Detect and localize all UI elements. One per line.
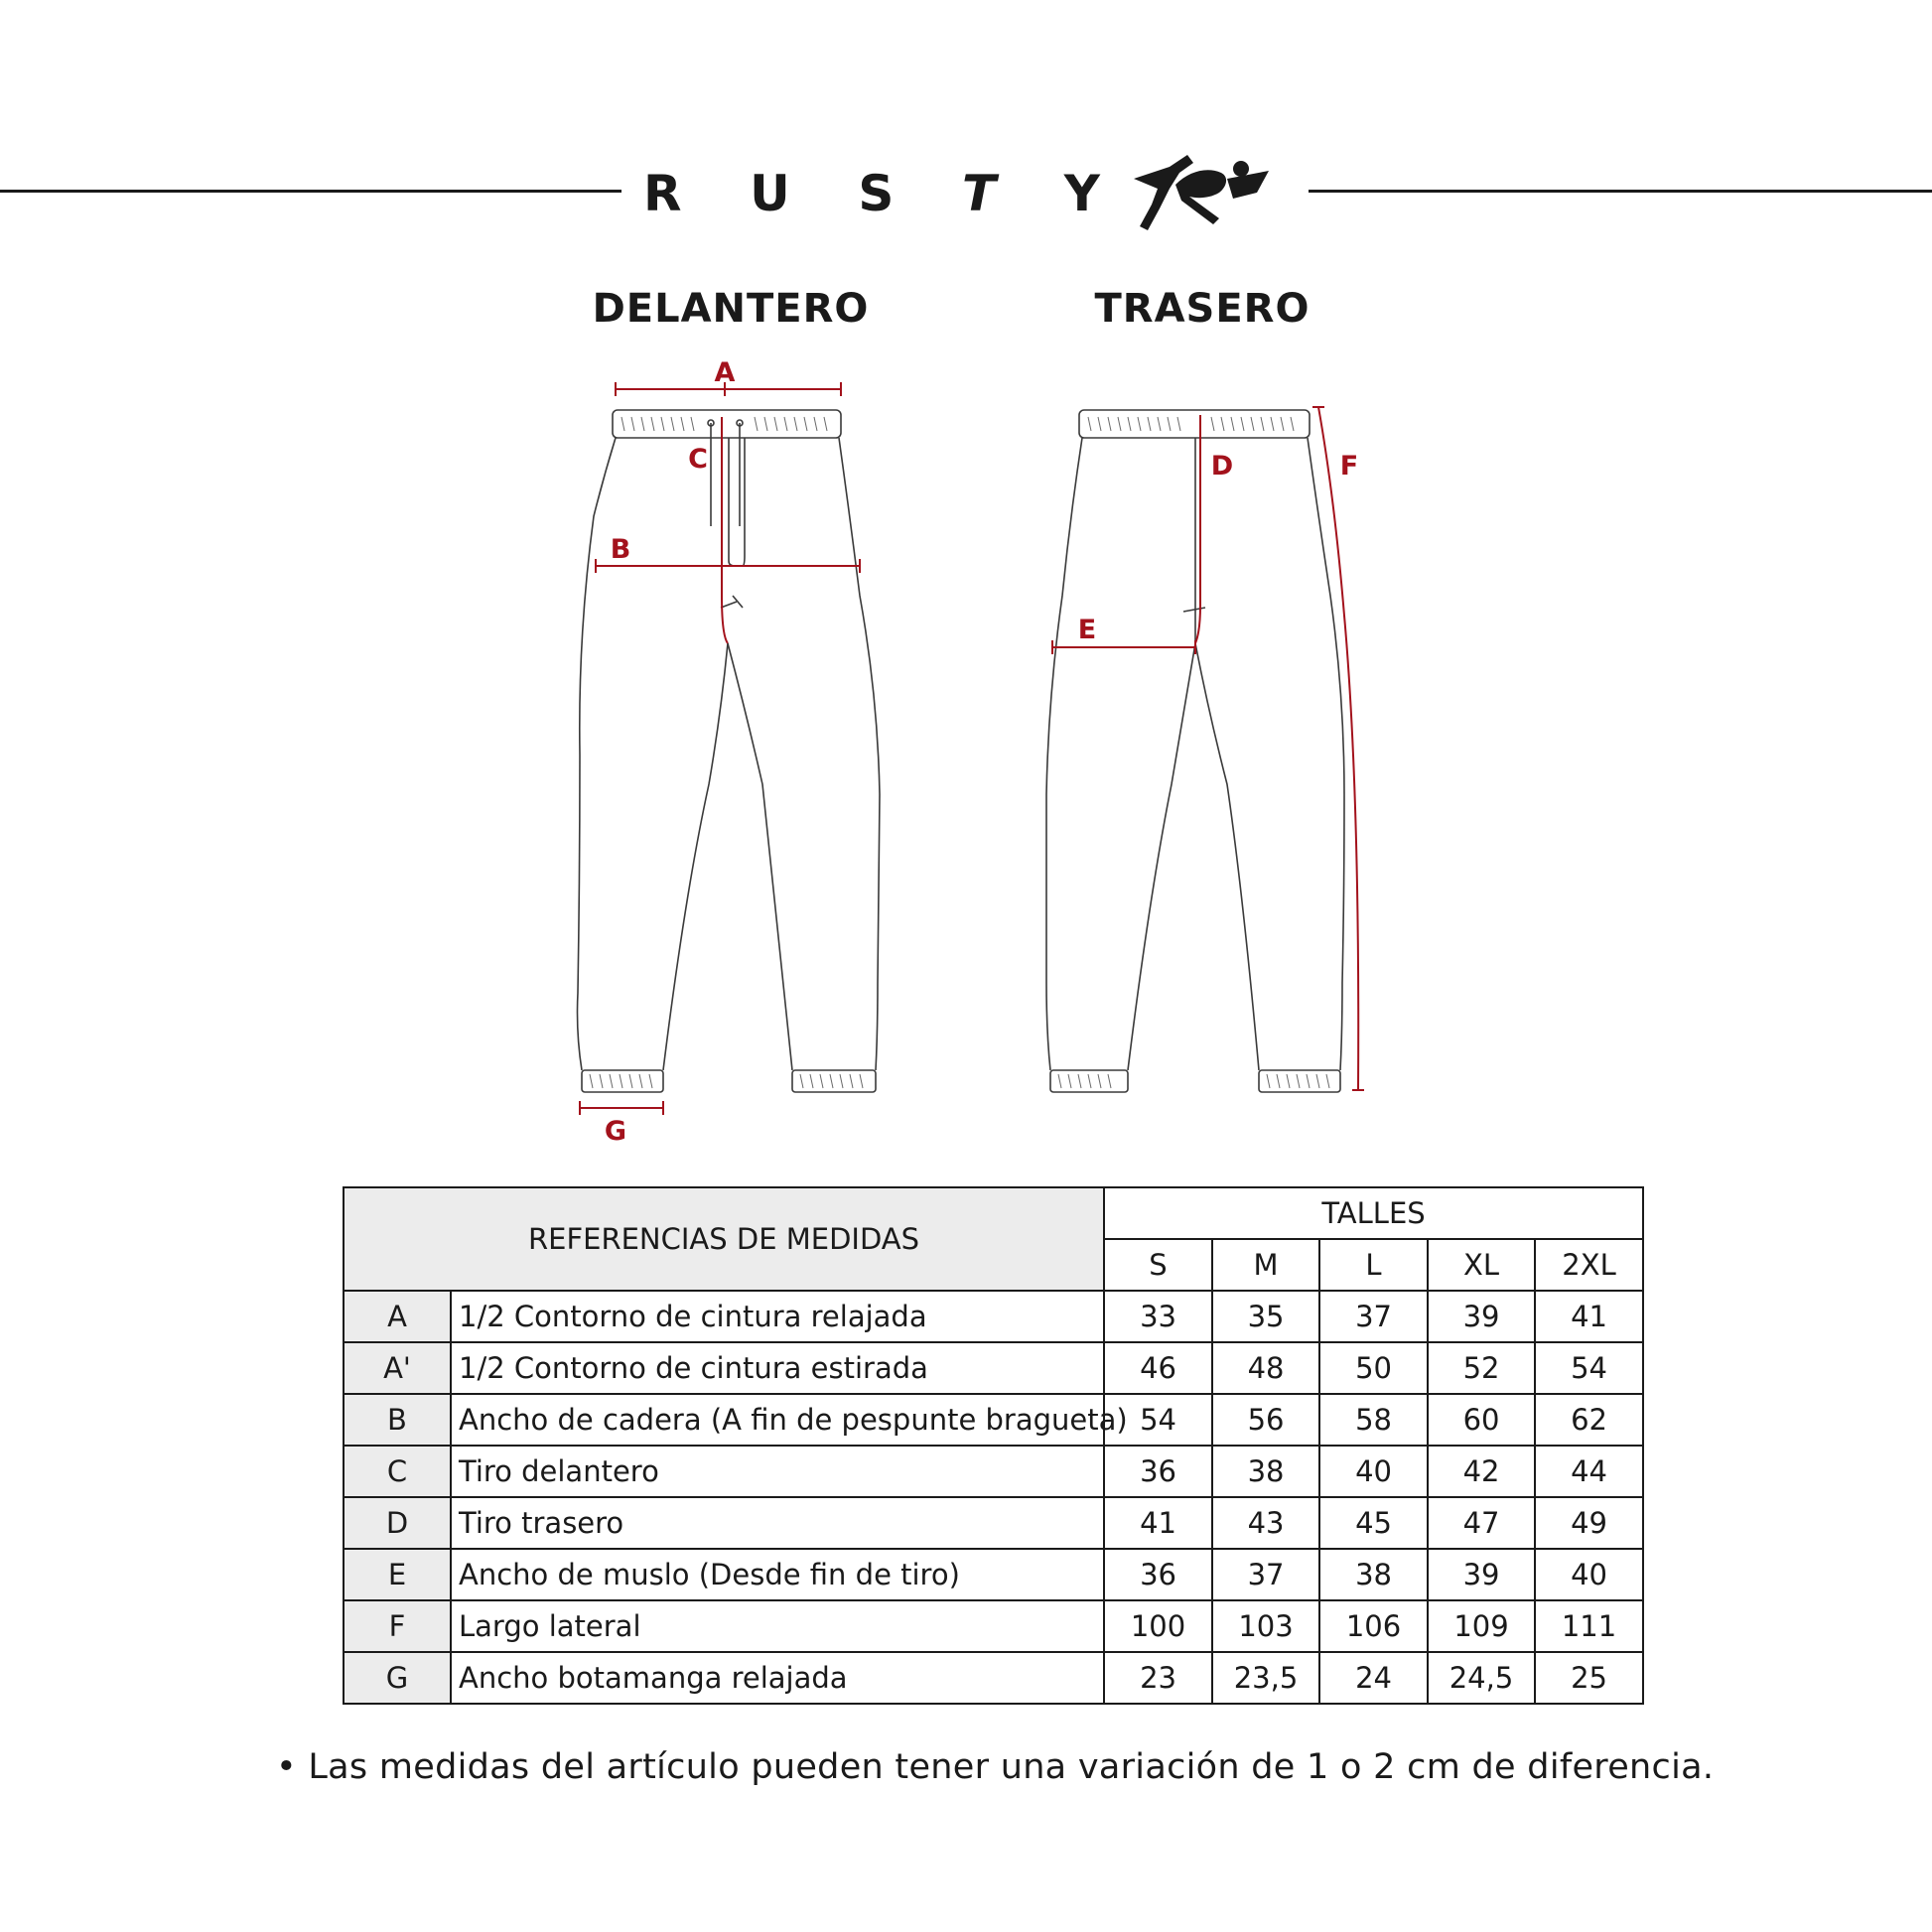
references-header: REFERENCIAS DE MEDIDAS [344, 1187, 1104, 1291]
cell-value: 39 [1428, 1549, 1535, 1600]
cell-value: 40 [1319, 1446, 1428, 1497]
cell-value: 39 [1428, 1291, 1535, 1342]
table-row [344, 1446, 1643, 1497]
cell-value: 62 [1535, 1394, 1643, 1446]
cell-value: 40 [1535, 1549, 1643, 1600]
cell-value: 23,5 [1212, 1652, 1319, 1704]
header-rule-left [0, 190, 621, 193]
cell-value: 44 [1535, 1446, 1643, 1497]
row-code: G [344, 1652, 451, 1704]
brand-letter-u: U [750, 165, 790, 222]
cell-value: 38 [1319, 1549, 1428, 1600]
brand-letter-y: Y [1063, 165, 1100, 222]
cell-value: 54 [1535, 1342, 1643, 1394]
cell-value: 49 [1535, 1497, 1643, 1549]
cell-value: 103 [1212, 1600, 1319, 1652]
marker-a: A [714, 357, 736, 388]
cell-value: 45 [1319, 1497, 1428, 1549]
row-code: D [344, 1497, 451, 1549]
row-label: Ancho botamanga relajada [451, 1652, 1104, 1704]
row-label: Tiro delantero [451, 1446, 1104, 1497]
table-row [344, 1549, 1643, 1600]
cell-value: 42 [1428, 1446, 1535, 1497]
row-label: Ancho de cadera (A fin de pespunte bragueta) [451, 1394, 1104, 1446]
cell-value: 38 [1212, 1446, 1319, 1497]
cell-value: 37 [1212, 1549, 1319, 1600]
cell-value: 111 [1535, 1600, 1643, 1652]
size-chart-table [343, 1186, 1644, 1705]
back-view-title: TRASERO [1094, 286, 1311, 332]
row-label: Largo lateral [451, 1600, 1104, 1652]
table-row [344, 1291, 1643, 1342]
brand-letter-t: T [962, 165, 997, 222]
marker-b: B [610, 534, 631, 565]
size-m-header: M [1212, 1239, 1319, 1291]
cell-value: 36 [1104, 1549, 1212, 1600]
cell-value: 24,5 [1428, 1652, 1535, 1704]
cell-value: 60 [1428, 1394, 1535, 1446]
cell-value: 35 [1212, 1291, 1319, 1342]
brand-wordmark [643, 159, 1100, 228]
cell-value: 36 [1104, 1446, 1212, 1497]
cell-value: 41 [1104, 1497, 1212, 1549]
cell-value: 23 [1104, 1652, 1212, 1704]
cell-value: 43 [1212, 1497, 1319, 1549]
front-view-title: DELANTERO [592, 286, 870, 332]
row-code: A [344, 1291, 451, 1342]
marker-d: D [1210, 451, 1234, 482]
marker-c: C [688, 444, 708, 475]
marker-e: E [1077, 615, 1097, 645]
row-label: Ancho de muslo (Desde fin de tiro) [451, 1549, 1104, 1600]
cell-value: 56 [1212, 1394, 1319, 1446]
brand-letter-s: S [858, 165, 895, 222]
cell-value: 24 [1319, 1652, 1428, 1704]
row-label: 1/2 Contorno de cintura estirada [451, 1342, 1104, 1394]
cell-value: 41 [1535, 1291, 1643, 1342]
size-l-header: L [1319, 1239, 1428, 1291]
table-row [344, 1652, 1643, 1704]
sizes-header: TALLES [1104, 1187, 1643, 1239]
marker-f: F [1339, 451, 1359, 482]
front-pants-outline [578, 410, 881, 1092]
measurement-variation-note: • Las medidas del artículo pueden tener una variación de 1 o 2 cm de diferencia. [276, 1747, 1715, 1787]
row-code: B [344, 1394, 451, 1446]
row-code: E [344, 1549, 451, 1600]
pants-technical-drawing [556, 357, 1390, 1152]
cell-value: 47 [1428, 1497, 1535, 1549]
row-code: A' [344, 1342, 451, 1394]
cell-value: 52 [1428, 1342, 1535, 1394]
cell-value: 106 [1319, 1600, 1428, 1652]
brand-letter-r: R [643, 165, 682, 222]
cell-value: 54 [1104, 1394, 1212, 1446]
row-code: F [344, 1600, 451, 1652]
cell-value: 109 [1428, 1600, 1535, 1652]
marker-g: G [604, 1116, 627, 1147]
cell-value: 37 [1319, 1291, 1428, 1342]
cell-value: 100 [1104, 1600, 1212, 1652]
cell-value: 33 [1104, 1291, 1212, 1342]
size-xl-header: XL [1428, 1239, 1535, 1291]
header-rule-right [1309, 190, 1932, 193]
row-label: Tiro trasero [451, 1497, 1104, 1549]
table-row [344, 1600, 1643, 1652]
back-pants-outline [1046, 410, 1344, 1092]
size-s-header: S [1104, 1239, 1212, 1291]
cell-value: 46 [1104, 1342, 1212, 1394]
size-2xl-header: 2XL [1535, 1239, 1643, 1291]
row-label: 1/2 Contorno de cintura relajada [451, 1291, 1104, 1342]
cell-value: 48 [1212, 1342, 1319, 1394]
table-row [344, 1497, 1643, 1549]
cell-value: 50 [1319, 1342, 1428, 1394]
cell-value: 58 [1319, 1394, 1428, 1446]
row-code: C [344, 1446, 451, 1497]
rusty-logo-icon [1130, 149, 1274, 233]
cell-value: 25 [1535, 1652, 1643, 1704]
table-row [344, 1342, 1643, 1394]
table-row [344, 1394, 1643, 1446]
